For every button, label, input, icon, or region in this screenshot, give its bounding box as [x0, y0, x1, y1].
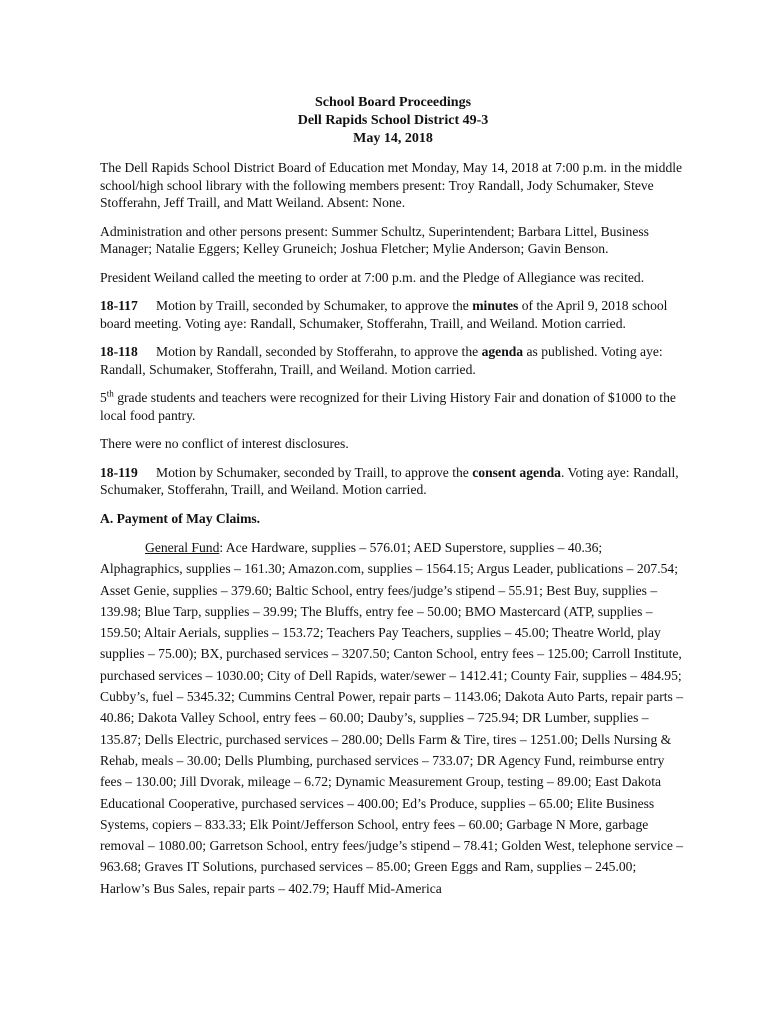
motion-number: 18-118: [100, 344, 138, 359]
claims-paragraph: [100, 537, 686, 899]
grade-suffix: th: [106, 388, 114, 399]
motion-text-after: as published. Voting aye: Randall, Schumaker, Stofferahn, Traill, and Weiland. Motion carried.: [100, 344, 663, 377]
document-title: [100, 94, 686, 148]
motion-text-after: . Voting aye: Randall, Schumaker, Stofferahn, Traill, and Weiland. Motion carried.: [100, 464, 679, 497]
motion-number: 18-119: [100, 464, 138, 480]
grade-number: 5: [100, 390, 107, 405]
motion-18-118: [100, 343, 686, 378]
title-line-2: Dell Rapids School District 49-3: [297, 113, 489, 128]
motion-18-119: [100, 464, 686, 499]
motion-text-before: Motion by Schumaker, seconded by Traill, to approve the: [156, 464, 473, 480]
motion-keyword: minutes: [472, 298, 519, 313]
motion-keyword: agenda: [481, 344, 524, 359]
motion-text-after: of the April 9, 2018 school board meeting. Voting aye: Randall, Schumaker, Stofferahn, Traill, and Weiland. Motion carried.: [100, 298, 668, 331]
motion-18-117: [100, 297, 686, 332]
claims-heading: A. Payment of May Claims.: [100, 510, 261, 526]
motion-number: 18-117: [100, 298, 138, 313]
document-page: [100, 94, 686, 899]
intro-paragraph: The Dell Rapids School District Board of Education met Monday, May 14, 2018 at 7:00 p.m. in the middle school/high school library with the following members present: Troy Randall, Jody Schumaker, Steve Stofferahn, Jeff Traill, and Matt Weiland. Absent: None.: [100, 160, 683, 210]
motion-text-before: Motion by Traill, seconded by Schumaker, to approve the: [156, 298, 473, 313]
recognition-paragraph: [100, 389, 686, 424]
call-to-order-paragraph: President Weiland called the meeting to order at 7:00 p.m. and the Pledge of Allegiance was recited.: [100, 269, 645, 285]
claims-text: : Ace Hardware, supplies – 576.01; AED Superstore, supplies – 40.36; Alphagraphics, supplies – 161.30; Amazon.com, supplies – 1564.15; Argus Leader, publications – 207.54; Asset Genie, supplies – 379.60; Baltic School, entry fees/judge’s stipend – 55.91; Best Buy, supplies – 139.98; Blue Tarp, supplies – 39.99; The Bluffs, entry fee – 50.00; BMO Mastercard (ATP, supplies – 159.50; Altair Aerials, supplies – 153.72; Teachers Pay Teachers, supplies – 45.00; Theatre World, play supplies – 75.00); BX, purchased services – 3207.50; Canton School, entry fees – 125.00; Carroll Institute, purchased services – 1030.00; City of Dell Rapids, water/sewer – 1412.41; County Fair, supplies – 484.95; Cubby’s, fuel – 5345.32; Cummins Central Power, repair parts – 1143.06; Dakota Auto Parts, repair parts – 40.86; Dakota Valley School, entry fees – 60.00; Dauby’s, supplies – 725.94; DR Lumber, supplies – 135.87; Dells Electric, purchased services – 280.00; Dells Farm & Tire, tires – 1251.00; Dells Nursing & Rehab, meals – 30.00; Dells Plumbing, purchased services – 733.07; DR Agency Fund, reimburse entry fees – 130.00; Jill Dvorak, mileage – 6.72; Dynamic Measurement Group, testing – 89.00; East Dakota Educational Cooperative, purchased services – 400.00; Ed’s Produce, supplies – 65.00; Elite Business Systems, copiers – 833.33; Elk Point/Jefferson School, entry fees – 60.00; Garbage N More, garbage removal – 1080.00; Garretson School, entry fees/judge’s stipend – 78.41; Golden West, telephone service – 963.68; Graves IT Solutions, purchased services – 85.00; Green Eggs and Ram, supplies – 245.00; Harlow’s Bus Sales, repair parts – 402.79; Hauff Mid-America: [100, 540, 684, 896]
general-fund-label: General Fund: [145, 540, 220, 555]
title-line-3: May 14, 2018: [353, 131, 433, 146]
title-line-1: School Board Proceedings: [314, 95, 472, 110]
conflict-paragraph: There were no conflict of interest disclosures.: [100, 436, 349, 451]
recognition-text: grade students and teachers were recognized for their Living History Fair and donation of $1000 to the local food pantry.: [100, 390, 676, 423]
motion-text-before: Motion by Randall, seconded by Stofferahn, to approve the: [156, 344, 482, 359]
motion-keyword: consent agenda: [472, 464, 561, 480]
admin-paragraph: Administration and other persons present: Summer Schultz, Superintendent; Barbara Littel, Business Manager; Natalie Eggers; Kelley Gruneich; Joshua Fletcher; Mylie Anderson; Gavin Benson.: [100, 223, 649, 256]
